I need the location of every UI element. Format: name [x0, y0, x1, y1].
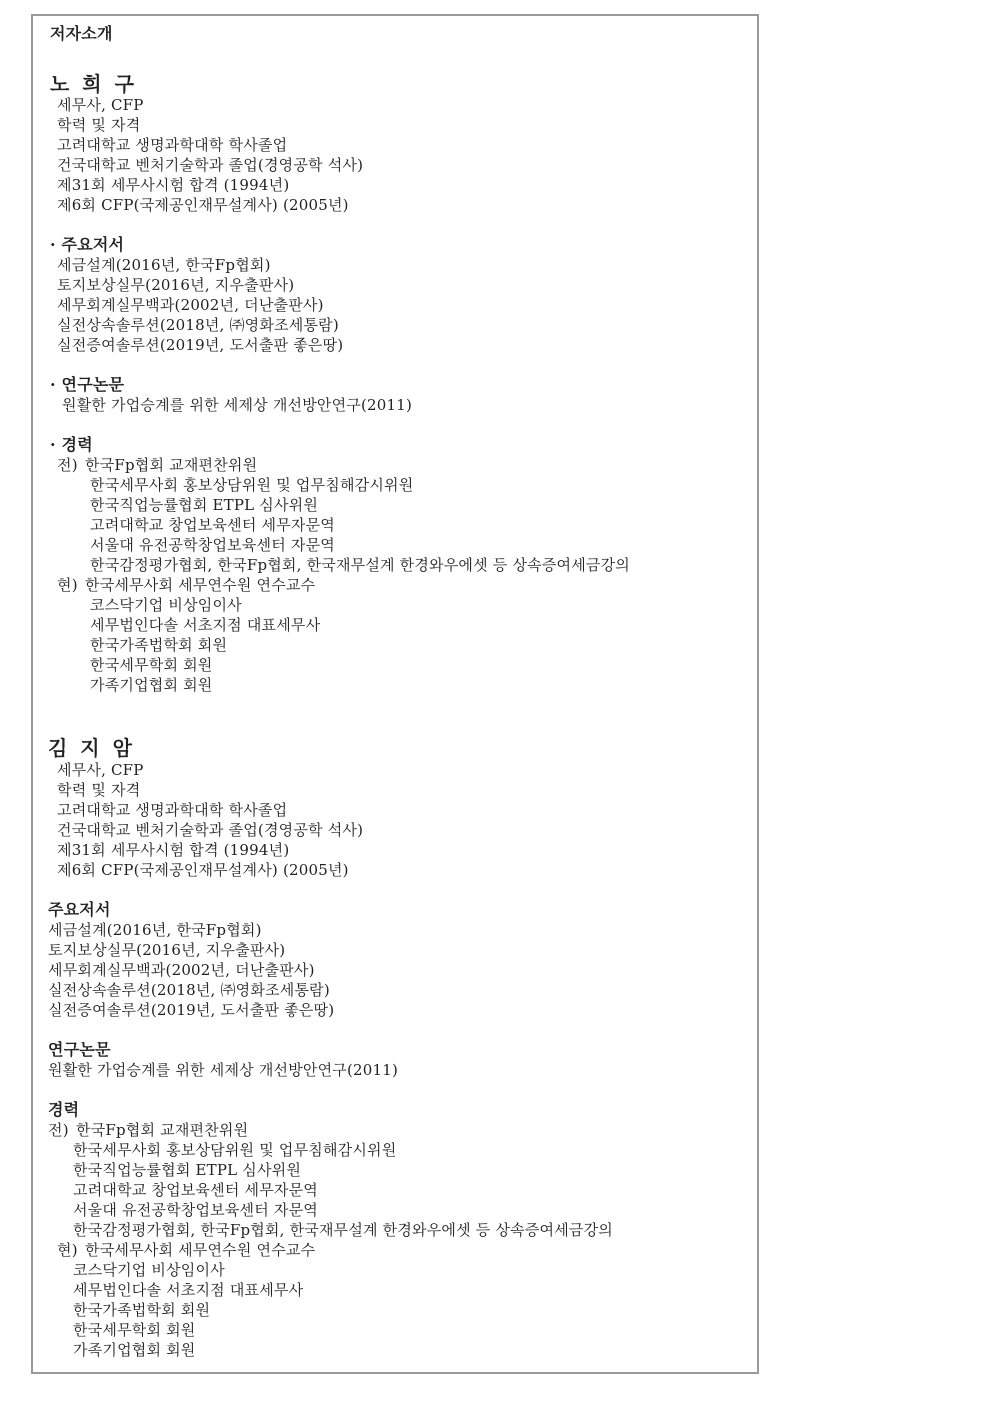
author1-qual: 제31회 세무사시험 합격 (1994년)	[57, 176, 290, 194]
author2-qual: 고려대학교 생명과학대학 학사졸업	[57, 801, 288, 819]
author1-career-heading: · 경력	[50, 435, 93, 454]
author2-qual: 제31회 세무사시험 합격 (1994년)	[57, 841, 290, 859]
author1-qual: 제6회 CFP(국제공인재무설계사) (2005년)	[57, 196, 349, 214]
author1-papers-heading: · 연구논문	[50, 375, 125, 394]
author1-career-item: 가족기업협회 회원	[90, 676, 213, 694]
author1-books-heading: · 주요저서	[50, 235, 125, 254]
author1-career-item: 코스닥기업 비상임이사	[90, 596, 242, 614]
author1-book: 세금설계(2016년, 한국Fp협회)	[57, 256, 271, 274]
author2-qual: 세무사, CFP	[57, 761, 144, 779]
author1-book: 실전상속솔루션(2018년, ㈜영화조세통람)	[57, 316, 339, 334]
author2-book: 토지보상실무(2016년, 지우출판사)	[48, 941, 286, 959]
author2-career-item: 세무법인다솔 서초지점 대표세무사	[73, 1281, 304, 1299]
author2-book: 세무회계실무백과(2002년, 더난출판사)	[48, 961, 315, 979]
author2-name: 김 지 암	[48, 736, 135, 760]
author1-career-item: 한국세무사회 홍보상담위원 및 업무침해감시위원	[90, 476, 414, 494]
author2-career-past-label: 전)	[48, 1121, 69, 1139]
author2-career-item: 한국가족법학회 회원	[73, 1301, 211, 1319]
author2-career-item: 고려대학교 창업보육센터 세무자문역	[73, 1181, 318, 1199]
author2-book: 실전증여솔루션(2019년, 도서출판 좋은땅)	[48, 1001, 335, 1019]
author1-qual: 세무사, CFP	[57, 96, 144, 114]
author2-qual: 제6회 CFP(국제공인재무설계사) (2005년)	[57, 861, 349, 879]
author2-career-item: 코스닥기업 비상임이사	[73, 1261, 225, 1279]
author1-career-item: 고려대학교 창업보육센터 세무자문역	[90, 516, 335, 534]
author1-name: 노 희 구	[50, 72, 137, 96]
author1-book: 실전증여솔루션(2019년, 도서출판 좋은땅)	[57, 336, 344, 354]
author2-paper: 원활한 가업승계를 위한 세제상 개선방안연구(2011)	[48, 1061, 399, 1079]
page-title: 저자소개	[50, 24, 113, 43]
author2-career-item: 한국Fp협회 교재편찬위원	[76, 1121, 249, 1139]
author2-career-heading: 경력	[48, 1100, 80, 1119]
author1-career-item: 한국Fp협회 교재편찬위원	[85, 456, 258, 474]
author2-career-item: 서울대 유전공학창업보육센터 자문역	[73, 1201, 318, 1219]
author2-qual: 학력 및 자격	[57, 781, 141, 799]
author2-career-item: 가족기업협회 회원	[73, 1341, 196, 1359]
author1-qual: 건국대학교 벤처기술학과 졸업(경영공학 석사)	[57, 156, 364, 174]
author2-career-item: 한국세무사회 세무연수원 연수교수	[85, 1241, 316, 1259]
author2-career-present-label: 현)	[57, 1241, 78, 1259]
author2-career-item: 한국직업능률협회 ETPL 심사위원	[73, 1161, 302, 1179]
author2-career-item: 한국감정평가협회, 한국Fp협회, 한국재무설계 한경와우에셋 등 상속증여세금강의	[73, 1221, 613, 1239]
author1-career-item: 한국감정평가협회, 한국Fp협회, 한국재무설계 한경와우에셋 등 상속증여세금강의	[90, 556, 630, 574]
author1-career-item: 한국세무사회 세무연수원 연수교수	[85, 576, 316, 594]
author1-qual: 고려대학교 생명과학대학 학사졸업	[57, 136, 288, 154]
author1-book: 세무회계실무백과(2002년, 더난출판사)	[57, 296, 324, 314]
author1-career-item: 세무법인다솔 서초지점 대표세무사	[90, 616, 321, 634]
author2-book: 실전상속솔루션(2018년, ㈜영화조세통람)	[48, 981, 330, 999]
author1-book: 토지보상실무(2016년, 지우출판사)	[57, 276, 295, 294]
author1-career-item: 한국세무학회 회원	[90, 656, 213, 674]
author1-career-present-label: 현)	[57, 576, 78, 594]
author1-career-past-label: 전)	[57, 456, 78, 474]
author1-career-item: 서울대 유전공학창업보육센터 자문역	[90, 536, 335, 554]
author1-paper: 원활한 가업승계를 위한 세제상 개선방안연구(2011)	[62, 396, 413, 414]
author2-career-item: 한국세무사회 홍보상담위원 및 업무침해감시위원	[73, 1141, 397, 1159]
author1-career-item: 한국가족법학회 회원	[90, 636, 228, 654]
author2-career-item: 한국세무학회 회원	[73, 1321, 196, 1339]
author1-qual: 학력 및 자격	[57, 116, 141, 134]
author2-book: 세금설계(2016년, 한국Fp협회)	[48, 921, 262, 939]
author2-papers-heading: 연구논문	[48, 1040, 111, 1059]
author2-qual: 건국대학교 벤처기술학과 졸업(경영공학 석사)	[57, 821, 364, 839]
author1-career-item: 한국직업능률협회 ETPL 심사위원	[90, 496, 319, 514]
author2-books-heading: 주요저서	[48, 900, 111, 919]
